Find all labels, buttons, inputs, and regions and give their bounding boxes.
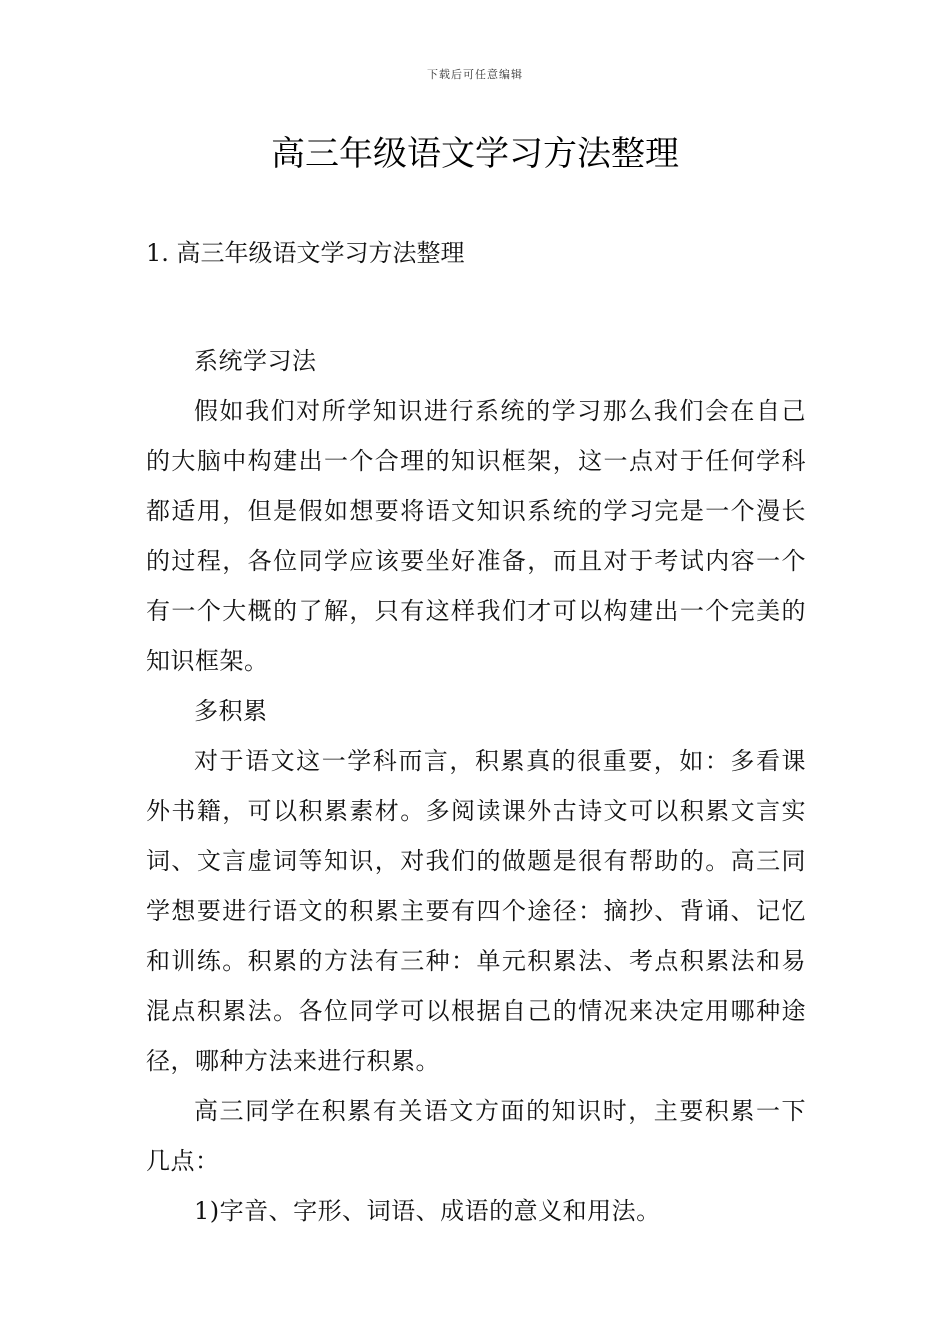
subheading-system-learning: 系统学习法 — [194, 347, 317, 375]
section-heading: 1. 高三年级语文学习方法整理 — [146, 239, 465, 267]
header-note: 下载后可任意编辑 — [427, 68, 523, 81]
paragraph-system-learning: 假如我们对所学知识进行系统的学习那么我们会在自己的大脑中构建出一个合理的知识框架，这一点对于任何学科都适用，但是假如想要将语文知识系统的学习完是一个漫长的过程，各位同学应该要坐好准备，而且对于考试内容一个有一个大概的了解，只有这样我们才可以构建出一个完美的知识框架。 — [146, 397, 806, 675]
document-body — [146, 228, 806, 1236]
list-item-1: 1)字音、字形、词语、成语的意义和用法。 — [194, 1197, 661, 1225]
paragraph-accumulate-points: 高三同学在积累有关语文方面的知识时，主要积累一下几点： — [146, 1097, 806, 1175]
spacer — [146, 278, 806, 336]
document-title: 高三年级语文学习方法整理 — [271, 134, 679, 174]
paragraph-accumulate: 对于语文这一学科而言，积累真的很重要，如：多看课外书籍，可以积累素材。多阅读课外古诗文可以积累文言实词、文言虚词等知识，对我们的做题是很有帮助的。高三同学想要进行语文的积累主要有四个途径：摘抄、背诵、记忆和训练。积累的方法有三种：单元积累法、考点积累法和易混点积累法。各位同学可以根据自己的情况来决定用哪种途径，哪种方法来进行积累。 — [146, 747, 806, 1075]
subheading-accumulate: 多积累 — [194, 697, 268, 725]
